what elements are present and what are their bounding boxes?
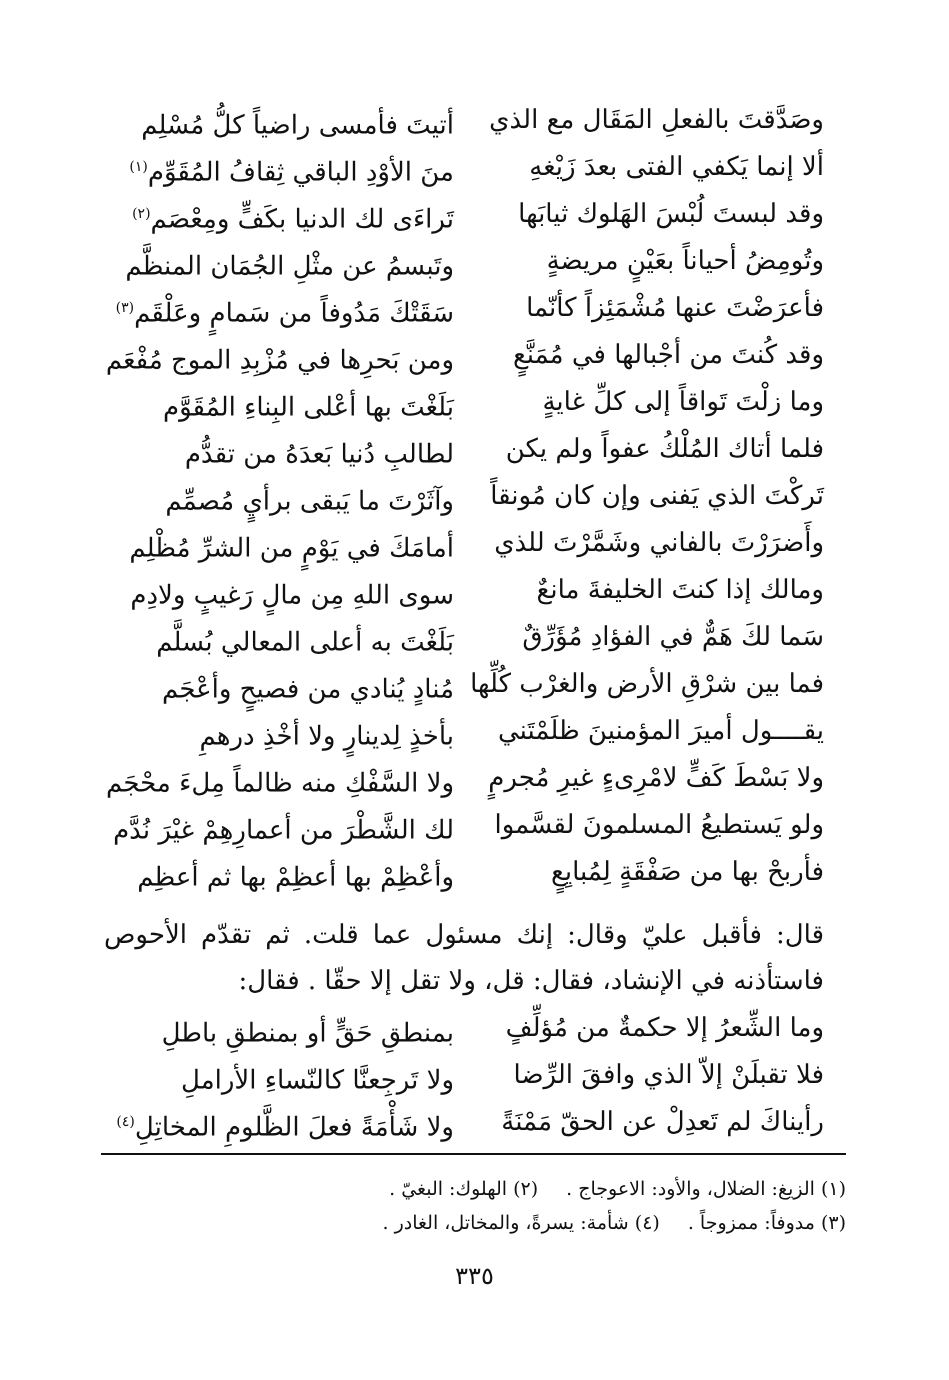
verse-second-hemistich (106, 755, 454, 807)
footnote-marker: (٤) (116, 1114, 135, 1130)
verse-row (0, 1052, 949, 1098)
verse-second-hemistich (114, 191, 454, 243)
verse-row (0, 1005, 949, 1051)
hemistich-text: مُنادٍ يُنادي من فصيحٍ وأعْجَم (162, 674, 454, 705)
hemistich-text: وأعْظِمْ بها أعظِمْ بها ثم أعظِم (137, 862, 454, 893)
hemistich-text: أمامَكَ في يَوْمٍ من الشرِّ مُظْلِم (129, 533, 454, 564)
hemistich-text: ومن بَحرِها في مُزْبِدِ الموج مُفْعَم (105, 345, 454, 376)
verse-row (0, 191, 949, 237)
hemistich-text: سَقَتْكَ مَدُوفاً من سَمامٍ وعَلْقَم (134, 298, 454, 329)
hemistich-text: ولا تَرجِعنَّا كالنّساءِ الأراملِ (181, 1065, 454, 1096)
verse-row (0, 755, 949, 801)
hemistich-text: بأخذٍ لِدينارٍ ولا أخْذِ درهمِ (199, 721, 454, 752)
verse-second-hemistich (114, 426, 454, 478)
hemistich-text: لك الشَّطْرَ من أعمارِهِمْ غيْرَ نُدَّم (113, 815, 454, 846)
verse-first-hemistich: ومالك إذا كنتَ الخليفةَ مانعٌ (536, 575, 824, 605)
page-number: ٣٣٥ (455, 1262, 494, 1290)
verse-second-hemistich (114, 708, 454, 760)
footnote-3: (٣) مدوفاً: ممزوجاً . (687, 1212, 846, 1234)
verse-row (0, 1099, 949, 1145)
verse-second-hemistich (114, 97, 454, 149)
verse-row (0, 379, 949, 425)
footnote-4: (٤) شأمة: يسرةً، والمخاتل، الغادر . (382, 1212, 660, 1234)
footnote-line (101, 1172, 846, 1206)
verse-first-hemistich: وتُومِضُ أحياناً بعَيْنٍ مريضةٍ (546, 246, 824, 276)
verse-second-hemistich (114, 473, 454, 525)
verse-first-hemistich: فأعرَضْتَ عنها مُشْمَئِزاً كأنّما (526, 293, 824, 323)
verse-second-hemistich (114, 520, 454, 572)
hemistich-text: بمنطقِ حَقٍّ أو بمنطقِ باطلِ (161, 1018, 454, 1049)
verse-second-hemistich (114, 285, 454, 337)
verse-first-hemistich: تَركْتَ الذي يَفنى وإن كان مُونقاً (490, 481, 824, 511)
verse-row (0, 614, 949, 660)
verse-first-hemistich: فما بين شرْقِ الأرض والغرْب كُلِّها (470, 669, 824, 699)
verse-first-hemistich: ولو يَستطيعُ المسلمونَ لقسَّموا (494, 810, 824, 840)
footnote-marker: (٣) (115, 300, 135, 316)
verse-second-hemistich (114, 802, 454, 854)
verse-row (0, 661, 949, 707)
verse-first-hemistich: رأيناكَ لم تَعدِلْ عن الحقّ مَمْنَةً (501, 1107, 824, 1137)
verse-second-hemistich (105, 332, 454, 384)
verse-row (0, 567, 949, 613)
verse-first-hemistich: وأَضرَرْتَ بالفاني وشَمَّرْتَ للذي (494, 528, 824, 558)
verse-second-hemistich (114, 1005, 454, 1057)
verse-first-hemistich: وقد لبستَ لُبْسَ الهَلوك ثيابَها (518, 199, 824, 229)
verse-row (0, 802, 949, 848)
verse-row (0, 285, 949, 331)
verse-second-hemistich (114, 849, 454, 901)
hemistich-text: منَ الأوْدِ الباقي ثِقافُ المُقَوِّم (147, 157, 454, 188)
hemistich-text: وآثَرْتَ ما يَبقى برأيٍ مُصمِّم (165, 486, 454, 517)
hemistich-text: سوى اللهِ مِن مالٍ رَغيبٍ ولادِم (130, 580, 454, 611)
verse-first-hemistich: ألا إنما يَكفي الفتى بعدَ زَيْغهِ (529, 152, 824, 182)
verse-first-hemistich: فلا تقبلَنْ إلاّ الذي وافقَ الرِّضا (513, 1060, 824, 1090)
hemistich-text: بَلَغْتَ به أعلى المعالي بُسلَّم (156, 627, 454, 658)
verse-row (0, 708, 949, 754)
hemistich-text: ولا شَأْمَةً فعلَ الظَّلومِ المخاتِلِ (134, 1112, 454, 1143)
verse-row (0, 520, 949, 566)
verse-second-hemistich (114, 661, 454, 713)
verse-first-hemistich: وصَدَّقتَ بالفعلِ المَقَال مع الذي (489, 105, 824, 135)
verse-first-hemistich: ولا بَسْطَ كَفٍّ لامْرِىءٍ غيرِ مُجرمٍ (488, 763, 824, 793)
hemistich-text: وتَبسمُ عن مثْلِ الجُمَان المنظَّم (125, 251, 454, 282)
footnote-line (101, 1206, 846, 1240)
hemistich-text: لطالبِ دُنيا بَعدَهُ من تقدُّم (184, 439, 454, 470)
verse-first-hemistich: سَما لكَ هَمٌّ في الفؤادِ مُؤَرِّقٌ (522, 622, 824, 652)
verse-row (0, 473, 949, 519)
hemistich-text: أتيتَ فأمسى راضياً كلُّ مُسْلِم (141, 110, 454, 141)
verse-first-hemistich: يقــــول أميرَ المؤمنينَ ظلَمْتَني (497, 716, 824, 746)
verse-row (0, 238, 949, 284)
verse-first-hemistich: فلما أتاك المُلْكُ عفواً ولم يكن (505, 434, 824, 464)
verse-second-hemistich (114, 238, 454, 290)
verse-second-hemistich (114, 379, 454, 431)
verse-row (0, 426, 949, 472)
footnote-2: (٢) الهلوك: البغيّ . (389, 1178, 539, 1200)
verse-row (0, 849, 949, 895)
prose-paragraph: قال: فأقبل عليّ وقال: إنك مسئول عما قلت. ثم تقدّم الأحوص فاستأذنه في الإنشاد، فقال: قل، ولا تقل إلا حقّا . فقال: (104, 920, 824, 996)
hemistich-text: بَلَغْتَ بها أعْلى البِناءِ المُقَوَّم (163, 392, 454, 423)
verse-row (0, 332, 949, 378)
verse-row (0, 144, 949, 190)
verse-second-hemistich (114, 1052, 454, 1104)
verse-second-hemistich (114, 1099, 454, 1151)
hemistich-text: تَراءَى لك الدنيا بكَفٍّ ومِعْصَم (150, 204, 454, 235)
verse-first-hemistich: وما الشِّعرُ إلا حكمةٌ من مُؤلِّفٍ (505, 1013, 824, 1043)
footnote-marker: (١) (129, 159, 148, 175)
verse-first-hemistich: فأربحْ بها من صَفْقَةٍ لِمُبايِعٍ (551, 857, 824, 887)
verse-second-hemistich (114, 614, 454, 666)
footnote-1: (١) الزيغ: الضلال، والأود: الاعوجاج . (566, 1178, 846, 1200)
verse-first-hemistich: وقد كُنتَ من أجْبالها في مُمَنَّعٍ (512, 340, 824, 370)
hemistich-text: ولا السَّفْكِ منه ظالماً مِلءَ محْجَم (106, 768, 454, 799)
verse-first-hemistich: وما زلْتَ تَواقاً إلى كلِّ غايةٍ (542, 387, 824, 417)
footnote-marker: (٢) (132, 206, 151, 222)
footnotes (101, 1172, 846, 1240)
verse-second-hemistich (114, 567, 454, 619)
verse-row (0, 97, 949, 143)
verse-second-hemistich (114, 144, 454, 196)
footnote-divider (101, 1153, 846, 1155)
